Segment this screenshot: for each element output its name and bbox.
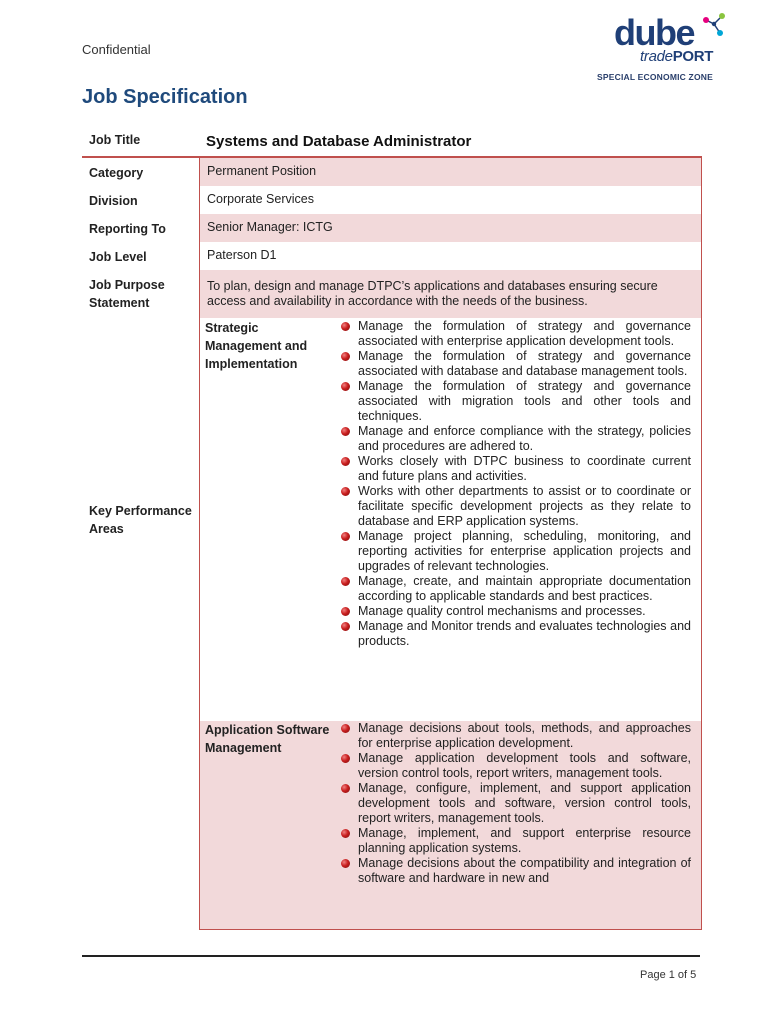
list-item: Manage quality control mechanisms and processes.	[337, 604, 691, 619]
list-item: Manage, implement, and support enterprise resource planning application systems.	[337, 826, 691, 856]
division-row	[82, 186, 702, 214]
bullet-icon	[341, 322, 350, 331]
bullet-icon	[341, 427, 350, 436]
section-title: Strategic Management and Implementation	[205, 321, 308, 371]
job-title-row	[82, 126, 702, 156]
company-logo	[590, 12, 730, 86]
bullet-icon	[341, 622, 350, 631]
reporting-label: Reporting To	[89, 222, 166, 236]
bullet-icon	[341, 532, 350, 541]
bullet-icon	[341, 607, 350, 616]
category-label: Category	[89, 166, 144, 180]
list-item: Manage and Monitor trends and evaluates technologies and products.	[337, 619, 691, 649]
division-value: Corporate Services	[199, 186, 702, 214]
page-title: Job Specification	[82, 86, 248, 108]
bullet-icon	[341, 577, 350, 586]
logo-tradeport: tradePORT	[640, 48, 714, 65]
job-level-value: Paterson D1	[199, 242, 702, 270]
job-purpose-label: Job Purpose Statement	[89, 278, 165, 310]
job-level-label: Job Level	[89, 250, 147, 264]
bullet-icon	[341, 724, 350, 733]
list-item: Manage decisions about the compatibility and integration of software and hardware in new and	[337, 856, 691, 886]
list-item: Manage decisions about tools, methods, and approaches for enterprise application development.	[337, 721, 691, 751]
category-value: Permanent Position	[199, 158, 702, 186]
list-item: Manage and enforce compliance with the strategy, policies and procedures are adhered to.	[337, 424, 691, 454]
list-item: Manage application development tools and software, version control tools, report writers, management tools.	[337, 751, 691, 781]
page-number: Page 1 of 5	[640, 969, 697, 981]
list-item: Manage, configure, implement, and support application development tools and software, version control tools, report writers, management tools.	[337, 781, 691, 826]
bullet-list	[337, 319, 691, 721]
bullet-icon	[341, 754, 350, 763]
bullet-icon	[341, 457, 350, 466]
kpa-section-strategic	[200, 318, 701, 721]
job-title-value: Systems and Database Administrator	[206, 133, 472, 150]
list-item: Manage the formulation of strategy and governance associated with database and database management tools.	[337, 349, 691, 379]
category-row	[82, 158, 702, 186]
list-item: Works closely with DTPC business to coordinate current and future plans and activities.	[337, 454, 691, 484]
job-purpose-row	[82, 270, 702, 318]
kpa-section-application	[200, 721, 701, 929]
bullet-icon	[341, 859, 350, 868]
bullet-icon	[341, 352, 350, 361]
job-level-row	[82, 242, 702, 270]
reporting-value: Senior Manager: ICTG	[199, 214, 702, 242]
bullet-icon	[341, 382, 350, 391]
division-label: Division	[89, 194, 138, 208]
kpa-row	[82, 318, 702, 930]
list-item: Manage the formulation of strategy and governance associated with migration tools and other tools and techniques.	[337, 379, 691, 424]
bullet-icon	[341, 784, 350, 793]
job-title-label: Job Title	[89, 133, 141, 147]
list-item: Works with other departments to assist or to coordinate or facilitate specific development projects as they relate to database and ERP application systems.	[337, 484, 691, 529]
list-item: Manage the formulation of strategy and governance associated with enterprise application development tools.	[337, 319, 691, 349]
logo-subtitle: SPECIAL ECONOMIC ZONE	[597, 72, 713, 82]
kpa-label: Key Performance Areas	[89, 503, 192, 536]
section-title: Application Software Management	[205, 723, 330, 755]
reporting-row	[82, 214, 702, 242]
list-item: Manage project planning, scheduling, monitoring, and reporting activities for enterprise application projects and upgrades of relevant technologies.	[337, 529, 691, 574]
logo-wordmark: dube	[614, 12, 694, 53]
bullet-icon	[341, 829, 350, 838]
footer-divider	[82, 955, 700, 957]
molecule-icon	[700, 12, 726, 38]
job-purpose-value: To plan, design and manage DTPC’s applications and databases ensuring secure access and availability in accordance with the needs of the business.	[199, 270, 702, 318]
list-item: Manage, create, and maintain appropriate documentation according to applicable standards and best practices.	[337, 574, 691, 604]
confidential-label: Confidential	[82, 42, 151, 57]
job-spec-table	[82, 126, 702, 930]
kpa-content	[199, 318, 702, 930]
bullet-icon	[341, 487, 350, 496]
bullet-list	[337, 721, 691, 929]
